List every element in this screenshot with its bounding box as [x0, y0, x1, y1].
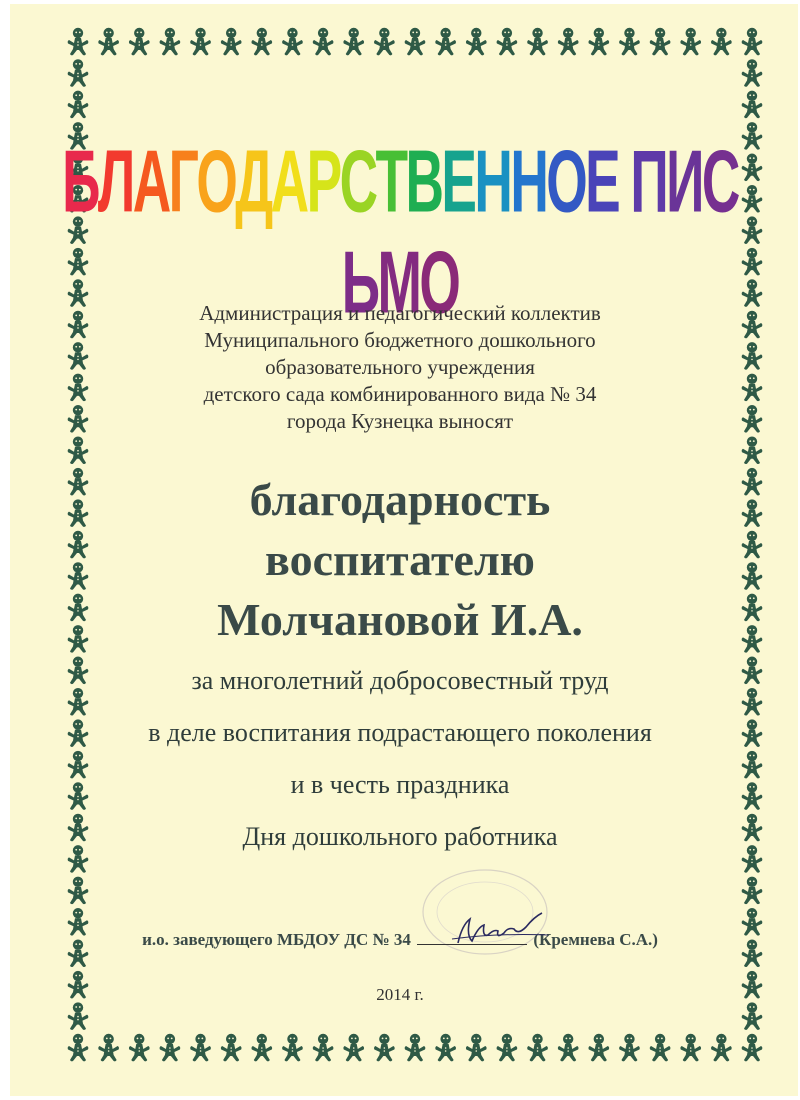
signature-row [0, 930, 800, 950]
title-letter: П [630, 133, 667, 232]
gingerbread-man-icon [282, 1034, 303, 1062]
title-letter: С [339, 133, 376, 232]
reason-line: за многолетний добросовестный труд [191, 666, 609, 695]
gingerbread-man-icon [251, 28, 272, 56]
gingerbread-man-icon [68, 1002, 89, 1030]
gingerbread-man-icon [742, 1034, 763, 1062]
gingerbread-man-icon [68, 91, 89, 119]
gingerbread-man-icon [129, 28, 150, 56]
gingerbread-man-icon [68, 436, 89, 464]
intro-line: Администрация и педагогический коллектив [199, 301, 601, 325]
gingerbread-man-icon [650, 1034, 671, 1062]
gingerbread-man-icon [619, 1034, 640, 1062]
title-letter: В [405, 133, 442, 232]
gingerbread-man-icon [619, 28, 640, 56]
gingerbread-man-icon [680, 1034, 701, 1062]
gingerbread-man-icon [313, 28, 334, 56]
gingerbread-man-icon [68, 28, 89, 56]
intro-text [0, 300, 800, 435]
gingerbread-man-icon [527, 1034, 548, 1062]
gingerbread-man-icon [742, 436, 763, 464]
gingerbread-man-icon [742, 1002, 763, 1030]
title-letter: Е [441, 133, 475, 232]
gingerbread-man-icon [251, 1034, 272, 1062]
gingerbread-man-icon [711, 1034, 732, 1062]
reason-line: Дня дошкольного работника [242, 822, 558, 851]
title-letter: Е [585, 133, 619, 232]
title-letter: Н [510, 133, 547, 232]
title-letter: А [270, 133, 307, 232]
recipient-role: воспитателю [265, 534, 535, 585]
gingerbread-man-icon [466, 28, 487, 56]
gingerbread-man-icon [374, 28, 395, 56]
title-letter: Г [168, 133, 197, 232]
title-letter: Б [62, 133, 98, 232]
title-letter: С [701, 133, 738, 232]
gingerbread-man-icon [588, 1034, 609, 1062]
title-letter [618, 132, 630, 233]
gingerbread-man-icon [282, 28, 303, 56]
gingerbread-man-icon [497, 1034, 518, 1062]
gingerbread-man-icon [68, 1034, 89, 1062]
intro-line: детского сада комбинированного вида № 34 [203, 382, 597, 406]
gingerbread-man-icon [405, 28, 426, 56]
gingerbread-man-icon [374, 1034, 395, 1062]
title-letter: Л [97, 133, 133, 232]
gingerbread-man-icon [190, 1034, 211, 1062]
gingerbread-man-icon [742, 91, 763, 119]
handwritten-signature [448, 905, 558, 955]
gingerbread-man-icon [527, 28, 548, 56]
gingerbread-man-icon [68, 877, 89, 905]
title-letter: А [132, 133, 169, 232]
title-letter: О [196, 133, 236, 232]
reason-line: и в честь праздника [290, 770, 510, 799]
gingerbread-man-icon [650, 28, 671, 56]
gingerbread-man-icon [129, 1034, 150, 1062]
gingerbread-man-icon [98, 28, 119, 56]
title-letter: О [546, 133, 586, 232]
title-letter: О [419, 234, 459, 333]
title-letter: Ь [341, 234, 378, 333]
gingerbread-man-icon [588, 28, 609, 56]
gingerbread-man-icon [742, 59, 763, 87]
gingerbread-man-icon [711, 28, 732, 56]
document-year: 2014 г. [376, 985, 424, 1004]
gingerbread-man-icon [558, 28, 579, 56]
gingerbread-man-icon [160, 1034, 181, 1062]
gingerbread-man-icon [435, 1034, 456, 1062]
gingerbread-man-icon [98, 1034, 119, 1062]
gingerbread-man-icon [435, 28, 456, 56]
signatory-name: (Кремнева С.А.) [533, 930, 658, 949]
thanks-block [0, 470, 800, 650]
reason-line: в деле воспитания подрастающего поколения [148, 718, 652, 747]
gingerbread-man-icon [160, 28, 181, 56]
title-letter: И [666, 133, 702, 232]
reason-text [0, 655, 800, 863]
gingerbread-man-icon [190, 28, 211, 56]
gingerbread-man-icon [68, 59, 89, 87]
title-letter: Н [474, 133, 511, 232]
intro-line: города Кузнецка выносят [286, 409, 514, 433]
gingerbread-man-icon [221, 1034, 242, 1062]
gingerbread-man-icon [558, 1034, 579, 1062]
gingerbread-man-icon [343, 28, 364, 56]
thanks-heading: благодарность [249, 474, 551, 525]
gingerbread-man-icon [497, 28, 518, 56]
gingerbread-man-icon [466, 1034, 487, 1062]
title-letter: М [377, 234, 420, 333]
gingerbread-man-icon [343, 1034, 364, 1062]
gingerbread-man-icon [221, 28, 242, 56]
title-letter: Т [375, 133, 406, 232]
recipient-name: Молчановой И.А. [217, 594, 583, 645]
intro-line: Муниципального бюджетного дошкольного [204, 328, 596, 352]
gingerbread-man-icon [680, 28, 701, 56]
gingerbread-man-icon [742, 877, 763, 905]
signatory-position: и.о. заведующего МБДОУ ДС № 34 [142, 930, 411, 949]
gingerbread-man-icon [405, 1034, 426, 1062]
gingerbread-man-icon [313, 1034, 334, 1062]
gingerbread-man-icon [742, 28, 763, 56]
title-letter: Р [306, 133, 340, 232]
intro-line: образовательного учреждения [265, 355, 535, 379]
title-letter: Д [235, 133, 271, 232]
